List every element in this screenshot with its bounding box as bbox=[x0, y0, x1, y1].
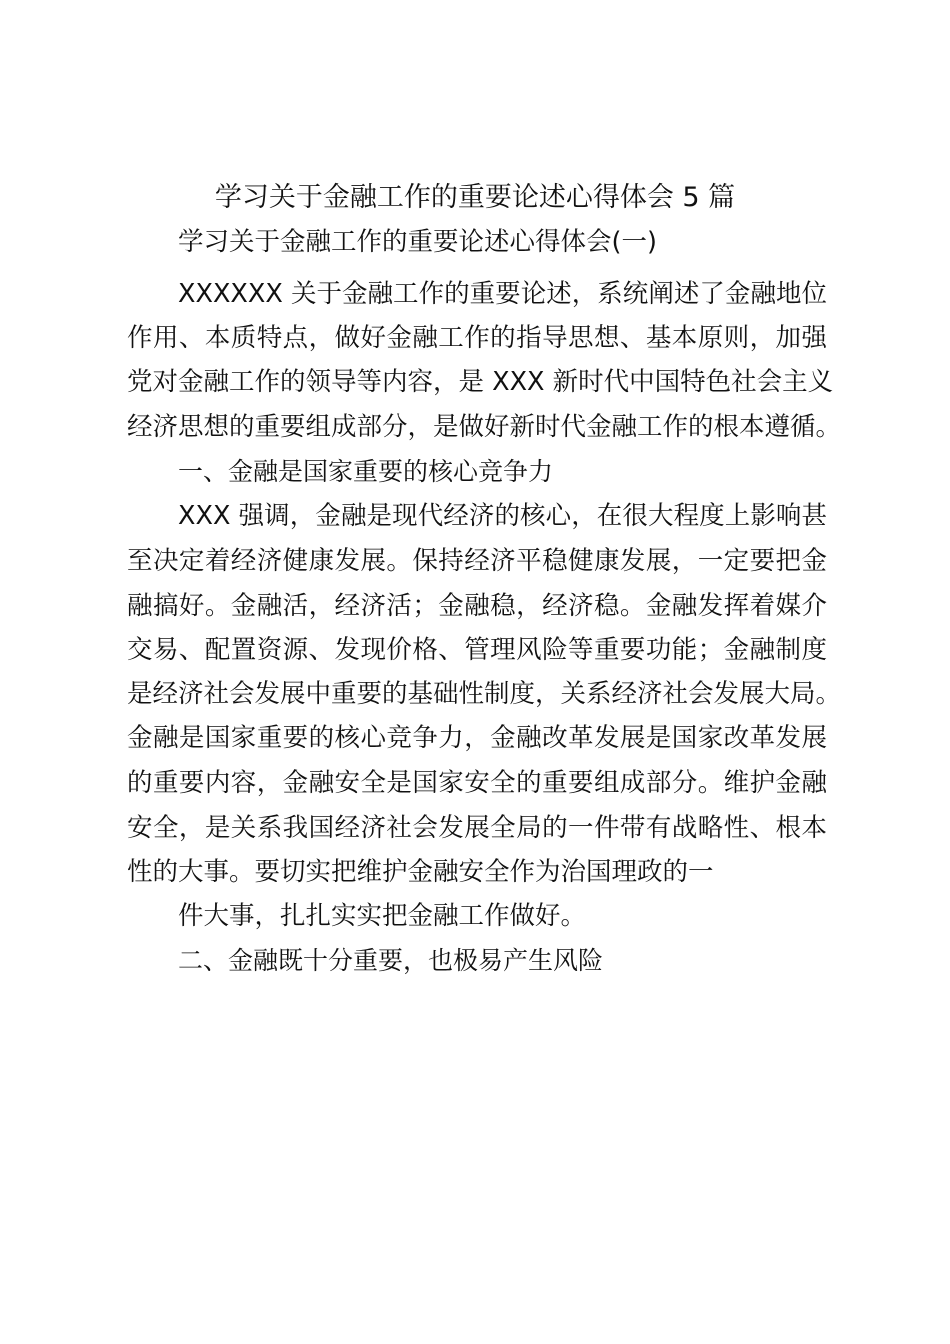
paragraph-2-line-9: 性的大事。要切实把维护金融安全作为治国理政的一 bbox=[127, 857, 714, 887]
paragraph-1-line-2: 作用、本质特点，做好金融工作的指导思想、基本原则，加强 bbox=[127, 323, 827, 353]
paragraph-2-line-7: 的重要内容，金融安全是国家安全的重要组成部分。维护金融 bbox=[127, 768, 827, 798]
paragraph-1-line-4: 经济思想的重要组成部分，是做好新时代金融工作的根本遵循。 bbox=[127, 412, 842, 442]
paragraph-2-line-3: 融搞好。金融活，经济活；金融稳，经济稳。金融发挥着媒介 bbox=[127, 591, 827, 621]
paragraph-2-line-6: 金融是国家重要的核心竞争力，金融改革发展是国家改革发展 bbox=[127, 723, 827, 753]
document-subtitle: 学习关于金融工作的重要论述心得体会(一) bbox=[178, 227, 657, 257]
document-title: 学习关于金融工作的重要论述心得体会 5 篇 bbox=[214, 182, 736, 213]
paragraph-1-line-3: 党对金融工作的领导等内容，是 XXX 新时代中国特色社会主义 bbox=[127, 367, 834, 397]
section-heading-2: 二、金融既十分重要，也极易产生风险 bbox=[178, 946, 604, 975]
section-heading-1: 一、金融是国家重要的核心竞争力 bbox=[178, 457, 554, 486]
paragraph-2-line-8: 安全，是关系我国经济社会发展全局的一件带有战略性、根本 bbox=[127, 813, 827, 843]
paragraph-2-line-1: XXX 强调，金融是现代经济的核心，在很大程度上影响甚 bbox=[178, 501, 827, 531]
paragraph-2-line-5: 是经济社会发展中重要的基础性制度，关系经济社会发展大局。 bbox=[127, 679, 842, 709]
paragraph-2-line-2: 至决定着经济健康发展。保持经济平稳健康发展，一定要把金 bbox=[127, 546, 827, 576]
paragraph-2-line-4: 交易、配置资源、发现价格、管理风险等重要功能；金融制度 bbox=[127, 635, 827, 665]
paragraph-3-line-1: 件大事，扎扎实实把金融工作做好。 bbox=[178, 901, 587, 931]
paragraph-1-line-1: XXXXXX 关于金融工作的重要论述，系统阐述了金融地位 bbox=[178, 279, 827, 309]
